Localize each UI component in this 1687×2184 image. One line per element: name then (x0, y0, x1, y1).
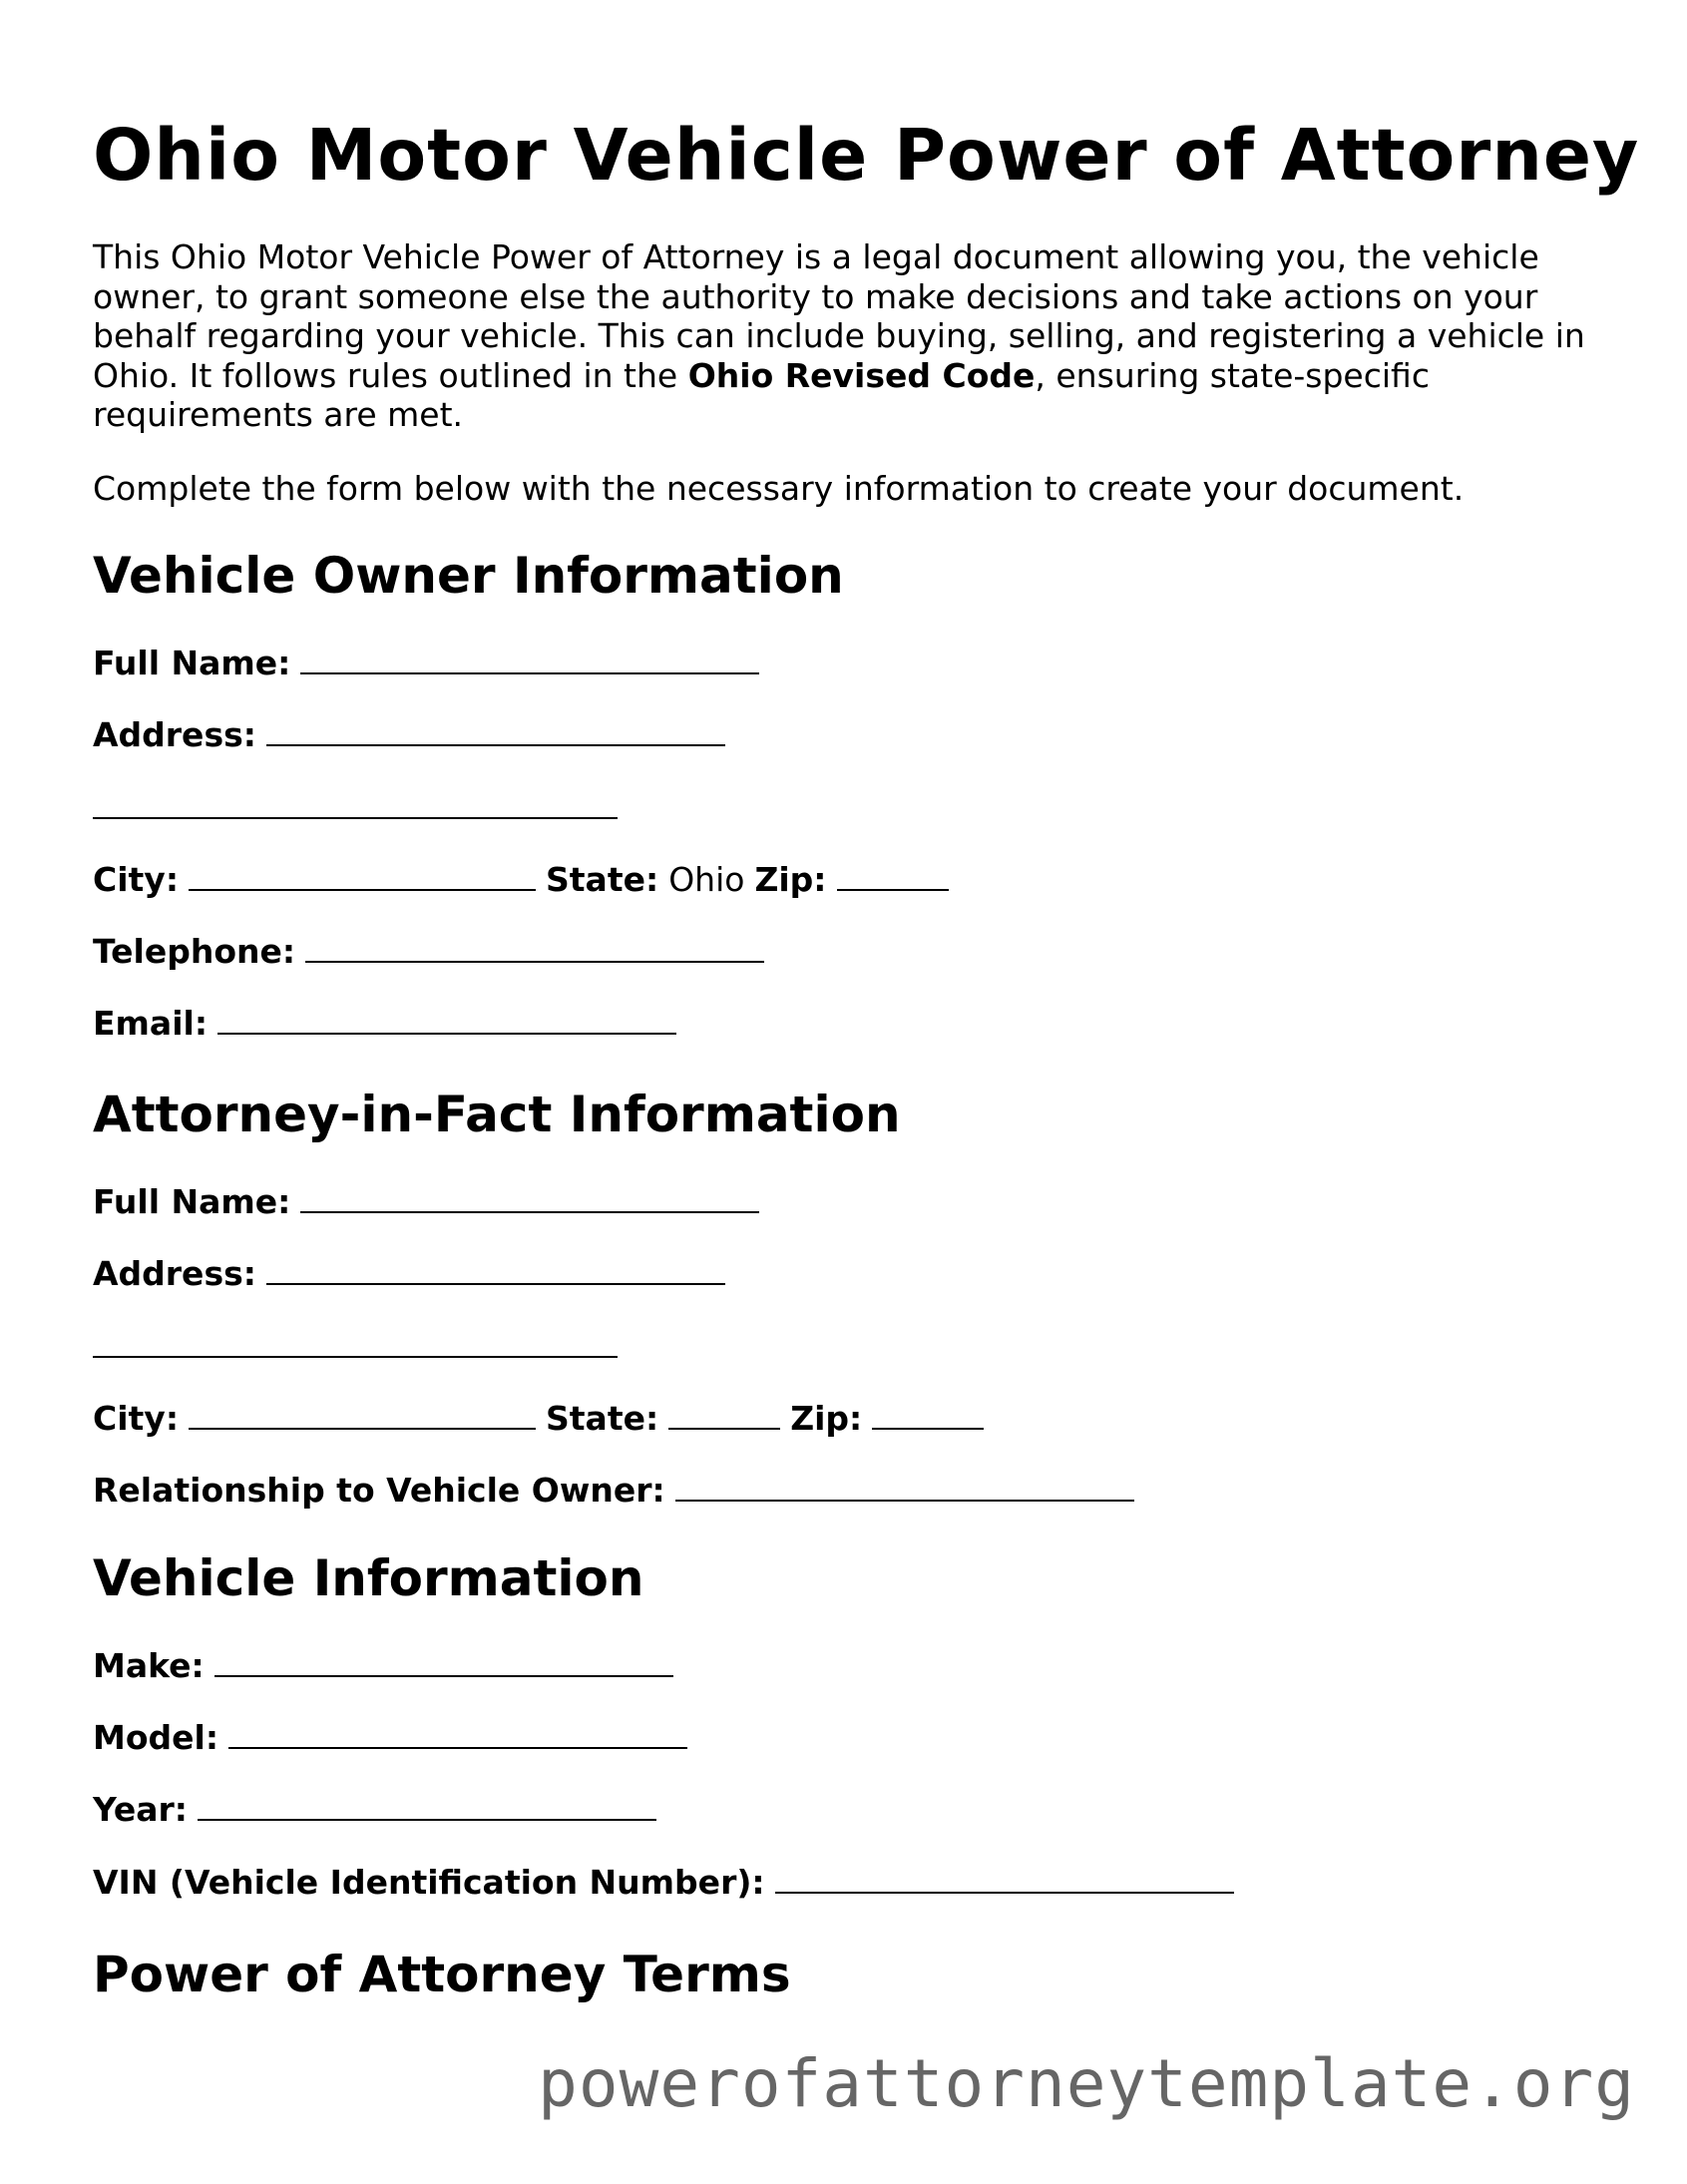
attorney-city-state-zip-field: City: State: Zip: (93, 1399, 984, 1439)
terms-section-heading: Power of Attorney Terms (93, 1946, 791, 2003)
attorney-full-name-field[interactable]: Full Name: (93, 1182, 759, 1222)
attorney-section-heading: Attorney-in-Fact Information (93, 1086, 901, 1143)
attorney-address-line2[interactable] (93, 1328, 618, 1358)
attorney-address-line[interactable] (266, 1255, 725, 1285)
owner-email-field[interactable]: Email: (93, 1004, 676, 1044)
vehicle-vin-line[interactable] (775, 1864, 1234, 1894)
vehicle-year-line[interactable] (198, 1791, 656, 1821)
owner-email-line[interactable] (217, 1005, 676, 1035)
owner-telephone-field[interactable]: Telephone: (93, 932, 764, 972)
owner-full-name-line[interactable] (300, 645, 759, 674)
intro-bold-code: Ohio Revised Code (687, 355, 1036, 395)
attorney-city-line[interactable] (189, 1400, 536, 1430)
page-title: Ohio Motor Vehicle Power of Attorney (93, 114, 1640, 197)
vehicle-section-heading: Vehicle Information (93, 1549, 644, 1607)
vehicle-make-field[interactable]: Make: (93, 1646, 673, 1686)
attorney-zip-line[interactable] (872, 1400, 984, 1430)
owner-address-line[interactable] (266, 716, 725, 746)
attorney-address-field[interactable]: Address: (93, 1254, 725, 1294)
attorney-state-line[interactable] (668, 1400, 780, 1430)
owner-city-line[interactable] (189, 861, 536, 891)
vehicle-vin-field[interactable]: VIN (Vehicle Identification Number): (93, 1863, 1234, 1903)
owner-telephone-line[interactable] (305, 933, 764, 963)
owner-city-state-zip-field: City: State: Ohio Zip: (93, 860, 949, 900)
site-watermark: powerofattorneytemplate.org (538, 2045, 1635, 2122)
vehicle-make-line[interactable] (214, 1647, 673, 1677)
attorney-full-name-line[interactable] (300, 1183, 759, 1213)
owner-address-line2[interactable] (93, 789, 618, 819)
intro-text-2: , ensuring state-specific requirements are met. (93, 355, 1430, 434)
owner-full-name-field[interactable]: Full Name: (93, 644, 759, 683)
attorney-address-line2-field[interactable] (93, 1327, 618, 1367)
vehicle-year-field[interactable]: Year: (93, 1790, 656, 1830)
intro-text-1: This Ohio Motor Vehicle Power of Attorney is a legal document allowing you, the vehicle owner, to grant someone else the authority to make decisions and take actions on your behalf regarding your vehicle. This can include buying, selling, and registering a vehicle in Ohio. It follows rules outlined in the (93, 237, 1585, 395)
attorney-relationship-field[interactable]: Relationship to Vehicle Owner: (93, 1471, 1134, 1511)
attorney-relationship-line[interactable] (675, 1472, 1134, 1502)
vehicle-model-line[interactable] (228, 1719, 687, 1749)
owner-state-value: Ohio (668, 860, 745, 899)
instructions-text: Complete the form below with the necessary information to create your document. (93, 469, 1465, 508)
owner-zip-line[interactable] (837, 861, 949, 891)
owner-section-heading: Vehicle Owner Information (93, 547, 844, 605)
vehicle-model-field[interactable]: Model: (93, 1718, 687, 1758)
intro-paragraph (93, 237, 1599, 435)
owner-address-line2-field[interactable] (93, 788, 618, 828)
owner-address-field[interactable]: Address: (93, 715, 725, 755)
